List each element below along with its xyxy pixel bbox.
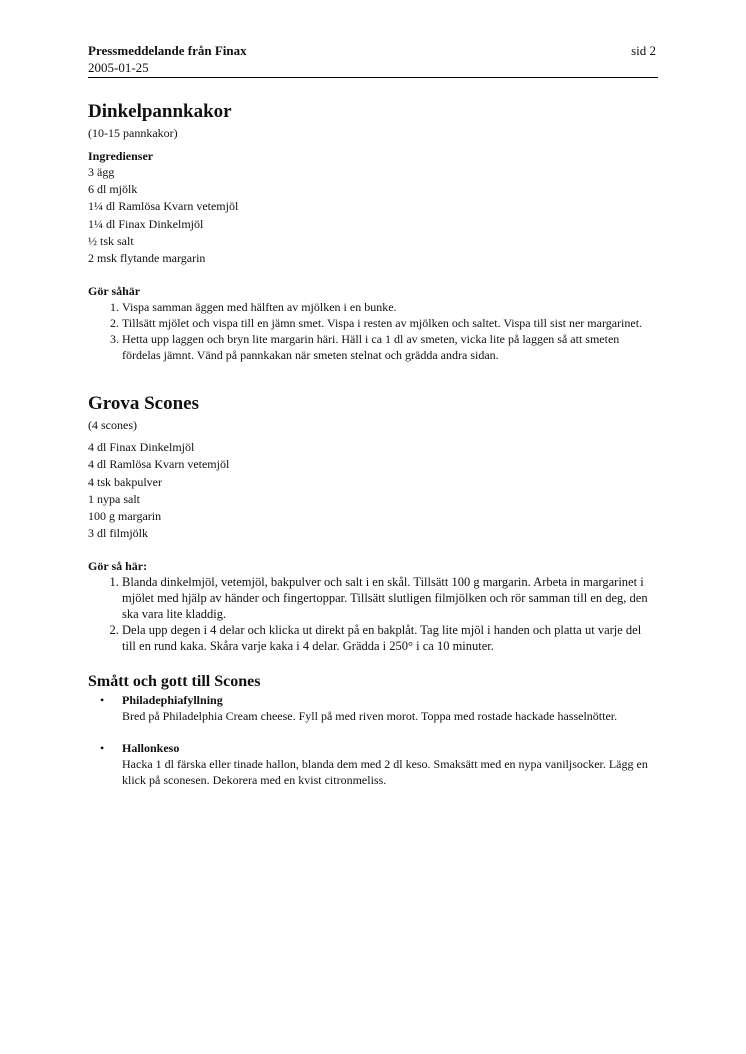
- step-item: 1. Blanda dinkelmjöl, vetemjöl, bakpulver och salt i en skål. Tillsätt 100 g margarin. Arbeta in margarinet i mjölet med hjälp av händer och fingertoppar. Tillsätt slutligen filmjölken och rör samman till en deg, den ska vara lite kladdig.: [122, 574, 658, 622]
- ingredient-line: 1 nypa salt: [88, 491, 140, 506]
- recipe1-title: Dinkelpannkakor: [88, 101, 232, 122]
- recipe-dinkelpannkakor: [88, 100, 658, 363]
- ingredient-line: ½ tsk salt: [88, 233, 134, 248]
- extras-title: Smått och gott till Scones: [88, 673, 261, 691]
- recipe1-ingredients: [88, 164, 658, 267]
- extras-item-text: Hacka 1 dl färska eller tinade hallon, blanda dem med 2 dl keso. Smaksätt med en nypa vaniljsocker. Lägg en klick på sconesen. Dekorera med en kvist citronmeliss.: [122, 757, 648, 788]
- recipe2-title: Grova Scones: [88, 393, 200, 415]
- extras-list: [88, 692, 658, 788]
- ingredient-line: 1¼ dl Finax Dinkelmjöl: [88, 216, 204, 231]
- recipe1-method-label: Gör såhär: [88, 284, 141, 299]
- recipe1-yield: (10-15 pannkakor): [88, 126, 178, 140]
- recipe2-yield: (4 scones): [88, 418, 137, 433]
- header-page-number: sid 2: [631, 43, 656, 58]
- recipe-grova-scones: [88, 392, 658, 654]
- recipe2-method-label: Gör så här:: [88, 559, 148, 574]
- ingredient-line: 100 g margarin: [88, 509, 162, 524]
- page-header: [88, 42, 658, 78]
- extras-item-text: Bred på Philadelphia Cream cheese. Fyll på med riven morot. Toppa med rostade hackade hasselnötter.: [122, 709, 618, 724]
- extras-item-name: Philadephiafyllning: [122, 693, 223, 708]
- recipe2-steps: [88, 574, 658, 654]
- ingredient-line: 2 msk flytande margarin: [88, 251, 206, 266]
- recipe2-ingredients: [88, 439, 658, 542]
- extras-item: [100, 692, 658, 724]
- ingredient-line: 6 dl mjölk: [88, 182, 138, 197]
- ingredient-line: 3 ägg: [88, 165, 115, 179]
- recipe1-ingredients-label: Ingredienser: [88, 149, 154, 163]
- step-item: 1. Vispa samman äggen med hälften av mjölken i en bunke.: [122, 299, 658, 315]
- ingredient-line: 3 dl filmjölk: [88, 526, 148, 541]
- extras-item-name: Hallonkeso: [122, 741, 180, 756]
- bullet-icon: •: [100, 693, 105, 708]
- header-org: Pressmeddelande från Finax: [88, 43, 247, 58]
- ingredient-line: 1¼ dl Ramlösa Kvarn vetemjöl: [88, 199, 239, 214]
- step-item: 2. Dela upp degen i 4 delar och klicka ut direkt på en bakplåt. Tag lite mjöl i handen och platta ut varje del till en rund kaka. Skåra varje kaka i 4 delar. Grädda i 250° i ca 10 minuter.: [122, 622, 658, 654]
- recipe1-steps: [88, 299, 658, 363]
- header-date: 2005-01-25: [88, 60, 149, 75]
- ingredient-line: 4 dl Finax Dinkelmjöl: [88, 440, 195, 455]
- bullet-icon: •: [100, 741, 105, 756]
- ingredient-line: 4 dl Ramlösa Kvarn vetemjöl: [88, 457, 230, 472]
- ingredient-line: 4 tsk bakpulver: [88, 474, 162, 489]
- extras-section: [88, 672, 658, 788]
- document-page: [88, 42, 658, 788]
- step-item: 2. Tillsätt mjölet och vispa till en jämn smet. Vispa i resten av mjölken och saltet. Vispa till sist ner margarinet.: [122, 315, 658, 331]
- step-item: 3. Hetta upp laggen och bryn lite margarin häri. Häll i ca 1 dl av smeten, vicka lite på laggen så att smeten fördelas jämnt. Vänd på pannkakan när smeten stelnat och grädda andra sidan.: [122, 331, 658, 363]
- extras-item: [100, 740, 658, 788]
